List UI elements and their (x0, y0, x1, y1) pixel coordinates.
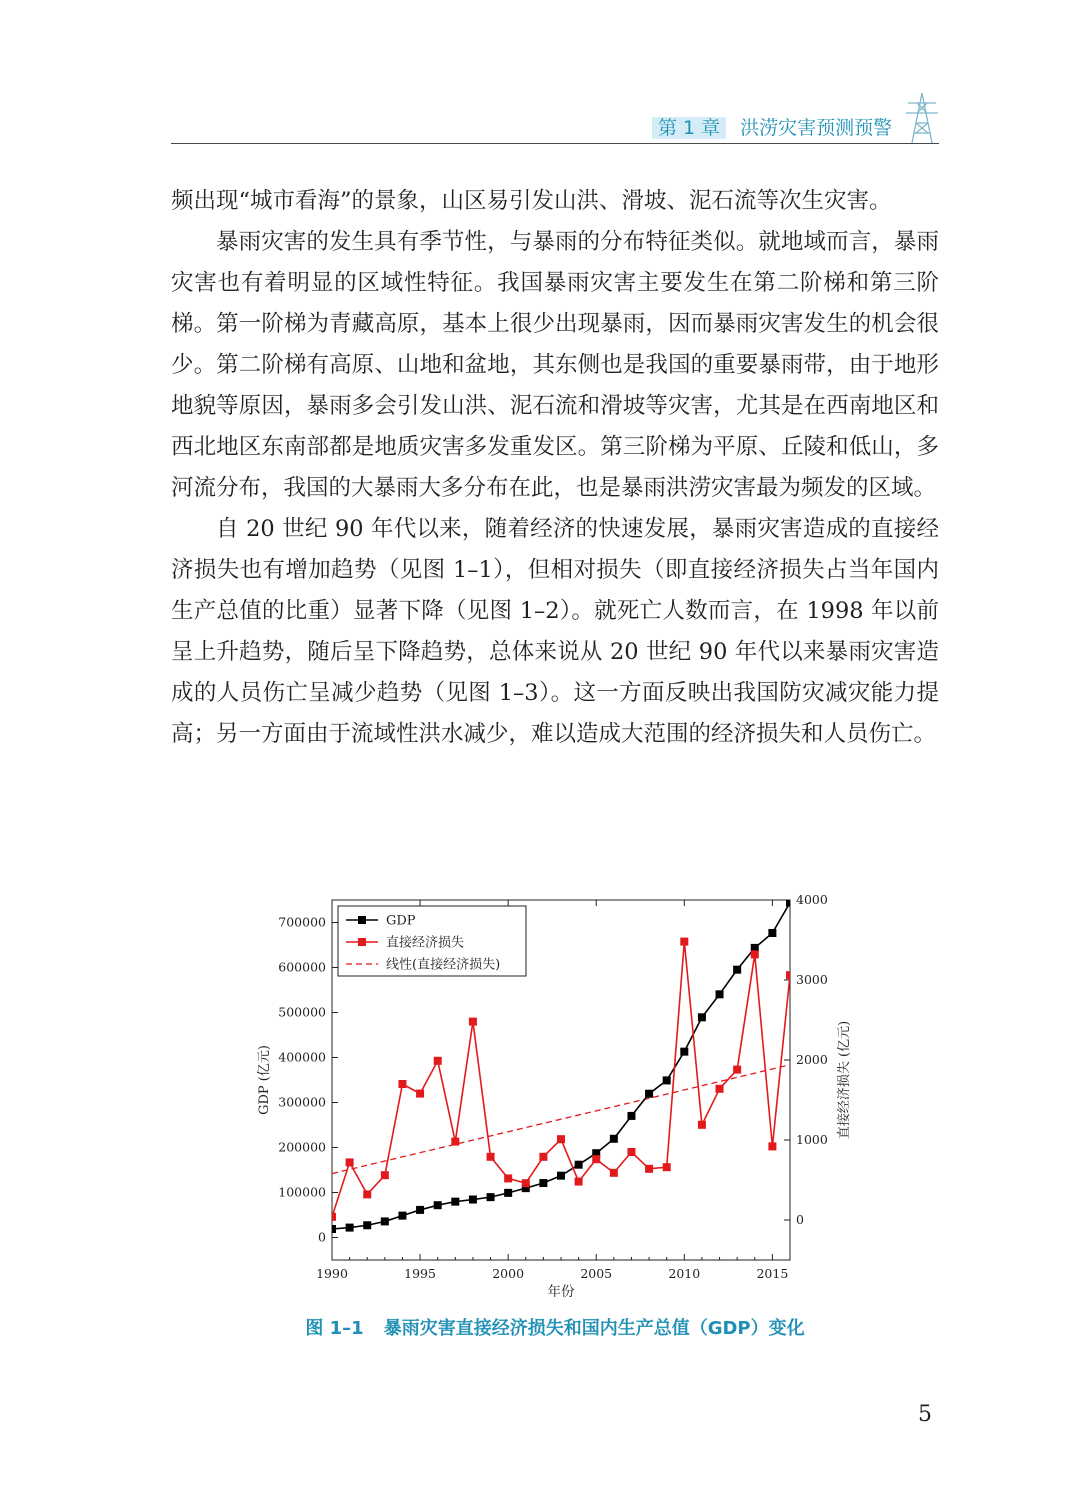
running-header (652, 116, 892, 140)
legend-loss-marker (358, 938, 366, 946)
y-right-tick-label: 4000 (796, 892, 828, 907)
legend-gdp-marker (358, 916, 366, 924)
legend-loss-label: 直接经济损失 (386, 935, 465, 951)
gdp-point (663, 1076, 671, 1084)
gdp-point (733, 966, 741, 974)
gdp-point (627, 1112, 635, 1120)
header-rule (171, 143, 939, 144)
loss-point (469, 1018, 477, 1026)
gdp-point (363, 1221, 371, 1229)
legend-trend-label: 线性(直接经济损失) (386, 957, 501, 973)
x-tick-label: 2015 (756, 1266, 789, 1281)
x-tick-label: 1995 (404, 1266, 436, 1281)
y-left-tick-label: 600000 (278, 959, 326, 975)
gdp-point (398, 1212, 406, 1220)
paragraph: 暴雨灾害的发生具有季节性，与暴雨的分布特征类似。就地域而言，暴雨灾害也有着明显的区域性特征。我国暴雨灾害主要发生在第二阶梯和第三阶梯。第一阶梯为青藏高原，基本上很少出现暴雨，因而暴雨灾害发生的机会很少。第二阶梯有高原、山地和盆地，其东侧也是我国的重要暴雨带，由于地形地貌等原因，暴雨多会引发山洪、泥石流和滑坡等灾害，尤其是在西南地区和西北地区东南部都是地质灾害多发重发区。第三阶梯为平原、丘陵和低山，多河流分布，我国的大暴雨大多分布在此，也是暴雨洪涝灾害最为频发的区域。 (171, 229, 939, 501)
paragraph: 频出现“城市看海”的景象，山区易引发山洪、滑坡、泥石流等次生灾害。 (171, 188, 892, 214)
y-left-tick-label: 200000 (278, 1139, 326, 1155)
loss-point (346, 1158, 354, 1166)
y-left-tick-label: 100000 (278, 1184, 326, 1200)
gdp-point (768, 929, 776, 937)
x-tick-label: 1990 (316, 1266, 348, 1281)
gdp-point (698, 1013, 706, 1021)
loss-point (504, 1174, 512, 1182)
loss-point (328, 1213, 336, 1221)
loss-point (539, 1153, 547, 1161)
y-left-axis-label: GDP (亿元) (257, 1045, 272, 1115)
y-left-tick-label: 400000 (278, 1049, 326, 1065)
gdp-point (557, 1172, 565, 1180)
loss-point (381, 1171, 389, 1179)
loss-point (733, 1066, 741, 1074)
gdp-point (451, 1198, 459, 1206)
loss-point (645, 1165, 653, 1173)
figure-number: 图 1–1 (305, 1318, 364, 1339)
y-left-tick-label: 500000 (278, 1004, 326, 1020)
gdp-point (645, 1090, 653, 1098)
x-tick-label: 2000 (492, 1266, 525, 1281)
y-left-tick-label: 300000 (278, 1094, 326, 1110)
gdp-point (504, 1189, 512, 1197)
page-number: 5 (918, 1402, 932, 1427)
x-tick-label: 2005 (580, 1266, 613, 1281)
loss-point (487, 1153, 495, 1161)
loss-point (557, 1135, 565, 1143)
loss-point (575, 1178, 583, 1186)
gdp-point (381, 1217, 389, 1225)
loss-point (698, 1121, 706, 1129)
y-right-tick-label: 3000 (796, 972, 828, 987)
y-right-axis-label: 直接经济损失 (亿元) (837, 1020, 852, 1140)
chapter-label: 第 1 章 (652, 117, 726, 139)
gdp-point (539, 1179, 547, 1187)
gdp-point (416, 1206, 424, 1214)
x-axis-label: 年份 (547, 1284, 575, 1300)
y-left-tick-label: 700000 (278, 914, 326, 930)
loss-point (363, 1190, 371, 1198)
loss-point (680, 938, 688, 946)
figure-title: 暴雨灾害直接经济损失和国内生产总值（GDP）变化 (383, 1318, 805, 1339)
y-right-tick-label: 2000 (796, 1052, 828, 1067)
gdp-point (346, 1224, 354, 1232)
loss-point (716, 1085, 724, 1093)
legend-gdp-label: GDP (386, 913, 416, 929)
loss-point (522, 1179, 530, 1187)
loss-point (610, 1169, 618, 1177)
loss-point (751, 950, 759, 958)
gdp-loss-chart (250, 880, 852, 1310)
chapter-title: 洪涝灾害预测预警 (740, 117, 893, 139)
y-left-tick-label: 0 (318, 1229, 326, 1245)
paragraph: 自 20 世纪 90 年代以来，随着经济的快速发展，暴雨灾害造成的直接经济损失也有增加趋势（见图 1–1），但相对损失（即直接经济损失占当年国内生产总值的比重）显著下降（见图 1–2）。就死亡人数而言，在 1998 年以前呈上升趋势，随后呈下降趋势，总体来说从 20 世纪 90 年代以来暴雨灾害造成的人员伤亡呈减少趋势（见图 1–3）。这一方面反映出我国防灾减灾能力提高；另一方面由于流域性洪水减少，难以造成大范围的经济损失和人员伤亡。 (171, 516, 939, 747)
loss-point (451, 1138, 459, 1146)
figure-caption (170, 1314, 940, 1340)
loss-point (786, 971, 794, 979)
gdp-point (680, 1048, 688, 1056)
loss-point (398, 1080, 406, 1088)
x-tick-label: 2010 (668, 1266, 701, 1281)
loss-point (627, 1148, 635, 1156)
loss-point (768, 1142, 776, 1150)
gdp-point (469, 1196, 477, 1204)
gdp-point (434, 1201, 442, 1209)
loss-point (416, 1090, 424, 1098)
gdp-point (328, 1225, 336, 1233)
body-text (171, 181, 939, 755)
transmission-tower-icon (904, 91, 940, 145)
y-right-tick-label: 0 (796, 1212, 804, 1227)
loss-point (592, 1155, 600, 1163)
gdp-point (575, 1161, 583, 1169)
gdp-point (610, 1135, 618, 1143)
loss-point (663, 1163, 671, 1171)
y-right-tick-label: 1000 (796, 1132, 828, 1147)
gdp-point (487, 1193, 495, 1201)
loss-point (434, 1057, 442, 1065)
gdp-point (716, 990, 724, 998)
